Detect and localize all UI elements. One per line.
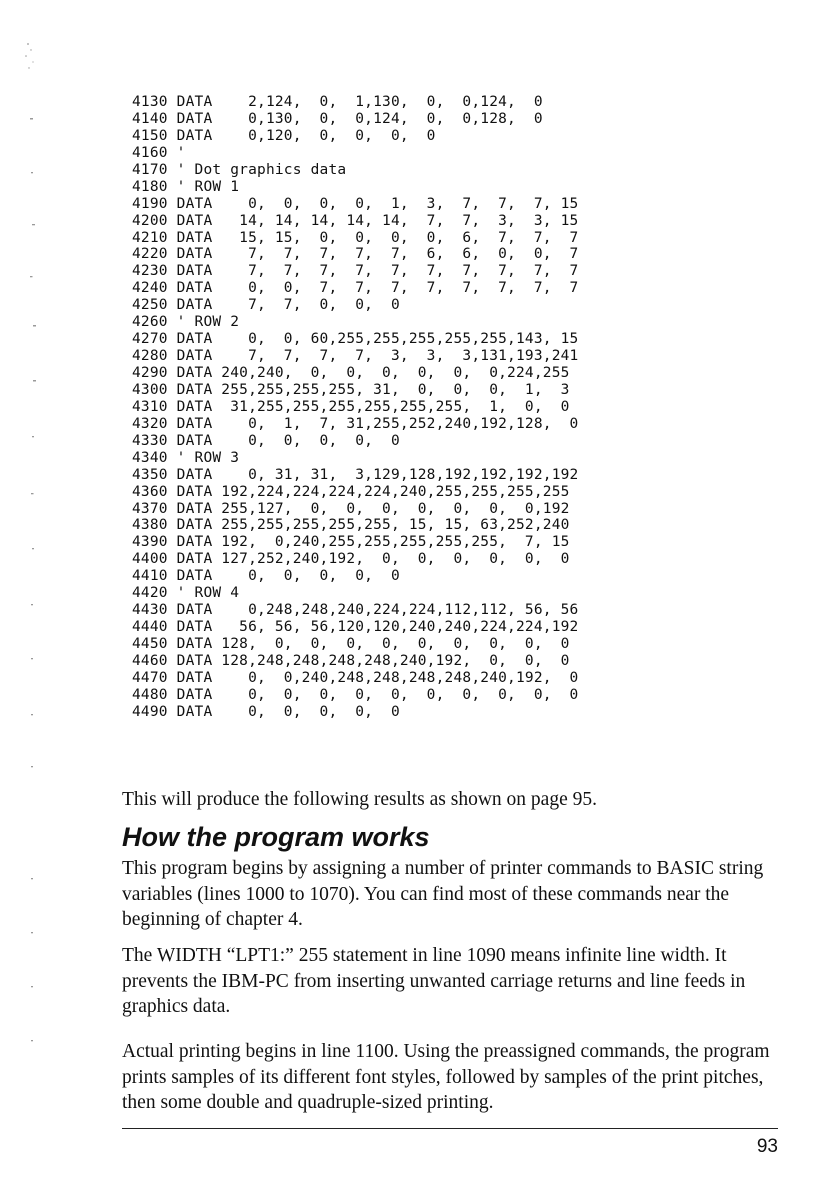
code-line: 4360 DATA 192,224,224,224,224,240,255,255,255,255 [132,483,570,500]
page-number: 93 [756,1136,778,1157]
code-line: 4180 ' ROW 1 [132,178,240,195]
code-line: 4340 ' ROW 3 [132,449,240,466]
code-line: 4210 DATA 15, 15, 0, 0, 0, 0, 6, 7, 7, 7 [132,229,579,246]
code-line: 4240 DATA 0, 0, 7, 7, 7, 7, 7, 7, 7, 7 [132,280,579,297]
intro-sentence: This will produce the following results as shown on page 95. [122,789,597,810]
paragraph-width-statement: The WIDTH “LPT1:” 255 statement in line 1090 means infinite line width. It prevents the IBM-PC from inserting unwanted carriage returns and line feeds in graphics data. [122,945,746,1017]
section-heading: How the program works [122,822,430,852]
code-line: 4150 DATA 0,120, 0, 0, 0, 0 [132,127,436,144]
code-line: 4280 DATA 7, 7, 7, 7, 3, 3, 3,131,193,241 [132,348,579,365]
code-line: 4390 DATA 192, 0,240,255,255,255,255,255, 7, 15 [132,534,570,551]
code-line: 4250 DATA 7, 7, 0, 0, 0 [132,297,400,314]
code-line: 4380 DATA 255,255,255,255,255, 15, 15, 63,252,240 [132,517,570,534]
paragraph-program-begins: This program begins by assigning a number of printer commands to BASIC string variables (lines 1000 to 1070). You can find most of these commands near the beginning of chapter 4. [122,858,764,930]
code-line: 4460 DATA 128,248,248,248,248,240,192, 0, 0, 0 [132,652,570,669]
code-line: 4330 DATA 0, 0, 0, 0, 0 [132,432,400,449]
code-line: 4230 DATA 7, 7, 7, 7, 7, 7, 7, 7, 7, 7 [132,263,579,280]
code-line: 4190 DATA 0, 0, 0, 0, 1, 3, 7, 7, 7, 15 [132,195,579,212]
code-line: 4170 ' Dot graphics data [132,161,347,178]
code-line: 4490 DATA 0, 0, 0, 0, 0 [132,703,400,720]
code-line: 4160 ' [132,144,186,161]
code-line: 4220 DATA 7, 7, 7, 7, 7, 6, 6, 0, 0, 7 [132,246,579,263]
code-line: 4300 DATA 255,255,255,255, 31, 0, 0, 0, 1, 3 [132,381,570,398]
code-line: 4450 DATA 128, 0, 0, 0, 0, 0, 0, 0, 0, 0 [132,636,570,652]
code-line: 4200 DATA 14, 14, 14, 14, 14, 7, 7, 3, 3, 15 [132,212,579,229]
code-line: 4290 DATA 240,240, 0, 0, 0, 0, 0, 0,224,255 [132,365,570,381]
code-line: 4140 DATA 0,130, 0, 0,124, 0, 0,128, 0 [132,110,543,127]
basic-code-listing [132,94,692,721]
code-line: 4440 DATA 56, 56, 56,120,120,240,240,224,224,192 [132,619,579,636]
code-line: 4260 ' ROW 2 [132,314,240,331]
scan-edge-marks [0,0,50,1191]
code-line: 4320 DATA 0, 1, 7, 31,255,252,240,192,128, 0 [132,415,579,432]
code-line: 4350 DATA 0, 31, 31, 3,129,128,192,192,192,192 [132,466,579,483]
paragraph-actual-printing: Actual printing begins in line 1100. Using the preassigned commands, the program prints samples of its different font styles, followed by samples of the print pitches, then some double and quadruple-sized printing. [122,1041,770,1113]
code-line: 4370 DATA 255,127, 0, 0, 0, 0, 0, 0, 0,192 [132,500,570,517]
code-line: 4410 DATA 0, 0, 0, 0, 0 [132,568,400,585]
code-line: 4470 DATA 0, 0,240,248,248,248,248,240,192, 0 [132,669,579,686]
code-line: 4430 DATA 0,248,248,240,224,224,112,112, 56, 56 [132,602,579,619]
code-line: 4400 DATA 127,252,240,192, 0, 0, 0, 0, 0, 0 [132,551,570,568]
code-line: 4130 DATA 2,124, 0, 1,130, 0, 0,124, 0 [132,94,543,110]
code-line: 4270 DATA 0, 0, 60,255,255,255,255,255,143, 15 [132,331,579,348]
code-line: 4310 DATA 31,255,255,255,255,255,255, 1, 0, 0 [132,398,570,415]
footer-rule [122,1128,778,1129]
code-line: 4420 ' ROW 4 [132,585,240,602]
code-line: 4480 DATA 0, 0, 0, 0, 0, 0, 0, 0, 0, 0 [132,686,579,703]
